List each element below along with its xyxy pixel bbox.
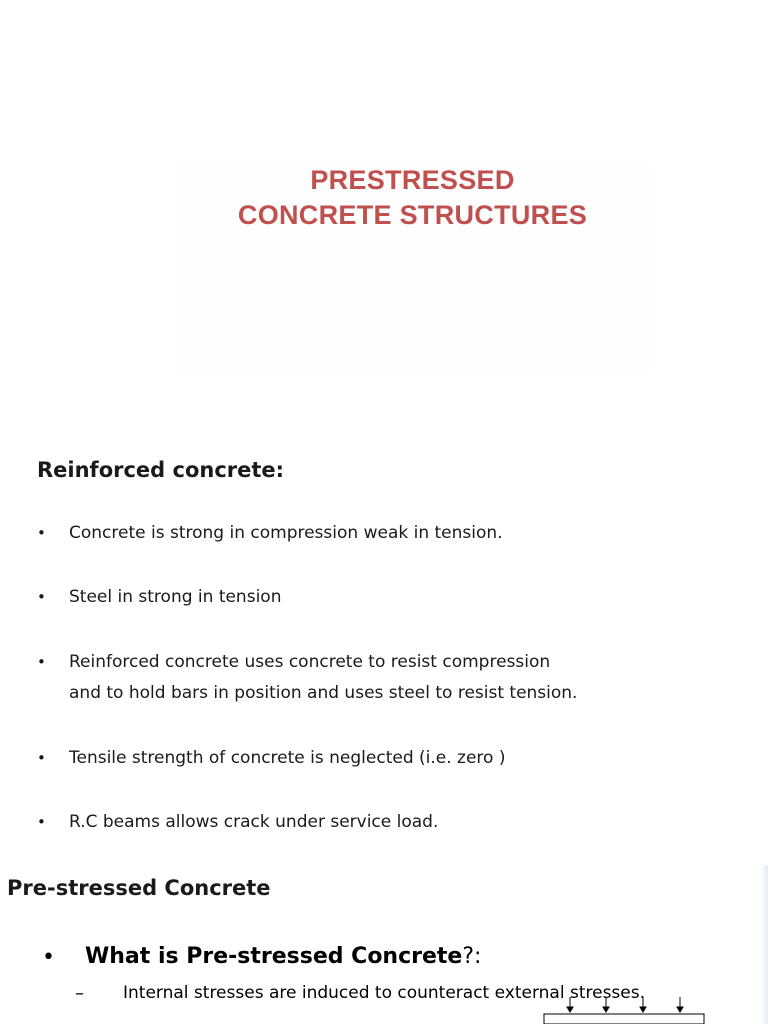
prestressed-section [0, 865, 768, 1024]
bullet-dot-icon: • [37, 813, 46, 831]
reinforced-heading: Reinforced concrete: [37, 458, 285, 482]
bullet-text: Concrete is strong in compression weak in tension. [69, 523, 503, 543]
question-text [85, 944, 481, 969]
slide-edge [760, 865, 768, 1024]
load-arrows-beam-icon [540, 997, 710, 1024]
prestressed-heading: Pre-stressed Concrete [7, 876, 271, 900]
bullet-text-continued: and to hold bars in position and uses steel to resist tension. [69, 683, 578, 703]
bullet-dot-icon: • [37, 749, 46, 767]
bullet-dot-icon: • [37, 524, 46, 542]
bullet-text: Reinforced concrete uses concrete to resist compression [69, 652, 551, 672]
title-line-1: PRESTRESSED [310, 165, 515, 195]
bullet-dot-icon: • [37, 588, 46, 606]
bullet-dot-icon: • [37, 653, 46, 671]
question-tail: ?: [462, 944, 482, 969]
bullet-text: Tensile strength of concrete is neglected (i.e. zero ) [69, 748, 506, 768]
question-bullet-icon: • [42, 945, 55, 970]
title-slide [175, 165, 650, 375]
sub-text: Internal stresses are induced to counteract external stresses. [123, 983, 646, 1003]
bullet-text: R.C beams allows crack under service load. [69, 812, 439, 832]
question-bold: What is Pre-stressed Concrete [85, 944, 463, 969]
sub-dash: – [75, 983, 84, 1004]
bullet-text: Steel in strong in tension [69, 587, 282, 607]
title-line-2: CONCRETE STRUCTURES [237, 200, 588, 230]
